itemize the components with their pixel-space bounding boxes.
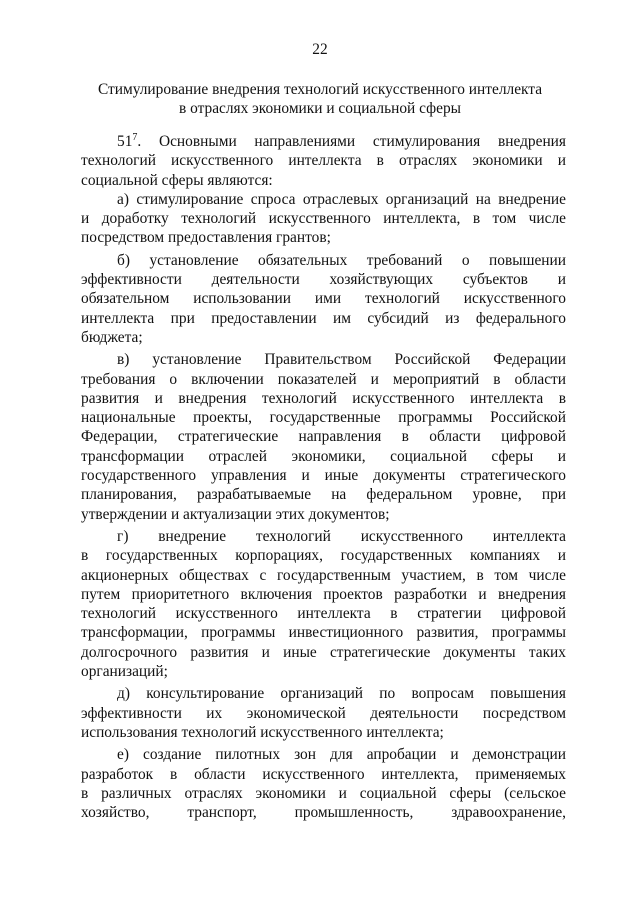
paragraph-line: бюджета; bbox=[81, 328, 143, 346]
paragraph-line: технологий искусственного интеллекта в отраслях экономики и bbox=[81, 152, 566, 170]
paragraph-line: развития и внедрения технологий искусственного интеллекта в bbox=[81, 389, 566, 407]
paragraph-line: и доработку технологий искусственного интеллекта, в том числе bbox=[81, 210, 566, 228]
paragraph-line: в государственных корпорациях, государственных компаниях и bbox=[81, 547, 566, 565]
paragraph-line: трансформации отраслей экономики, социальной сферы и bbox=[81, 447, 566, 465]
paragraph-line: д) консультирование организаций по вопросам повышения bbox=[117, 685, 566, 703]
page-number: 22 bbox=[312, 41, 328, 58]
paragraph-line: обязательном использовании ими технологий искусственного bbox=[81, 290, 566, 308]
paragraph-line: национальные проекты, государственные программы Российской bbox=[81, 409, 566, 427]
paragraph-line: интеллекта при предоставлении им субсидий из федерального bbox=[81, 309, 566, 327]
paragraph-line: эффективности их экономической деятельности посредством bbox=[81, 704, 566, 722]
paragraph-line: а) стимулирование спроса отраслевых организаций на внедрение bbox=[117, 190, 566, 208]
paragraph-line: путем приоритетного включения проектов разработки и внедрения bbox=[81, 585, 566, 603]
list-item-paragraph bbox=[81, 745, 566, 822]
paragraph-line: г) внедрение технологий искусственного интеллекта bbox=[117, 527, 566, 545]
section-title-line: в отраслях экономики и социальной сферы bbox=[179, 100, 461, 118]
paragraph-line: в) установление Правительством Российской Федерации bbox=[117, 351, 566, 369]
list-item-paragraph bbox=[81, 350, 566, 524]
paragraph-line: разработок в области искусственного интеллекта, применяемых bbox=[81, 765, 566, 783]
paragraph-line: трансформации, программы инвестиционного развития, программы bbox=[81, 624, 566, 642]
intro-paragraph bbox=[81, 132, 566, 190]
list-item-paragraph bbox=[81, 251, 566, 347]
document-body bbox=[81, 132, 566, 822]
paragraph-line: хозяйство, транспорт, промышленность, здравоохранение, bbox=[81, 804, 566, 822]
paragraph-line: Федерации, стратегические направления в области цифровой bbox=[81, 428, 566, 446]
clause-number-superscript: 7 bbox=[132, 132, 138, 143]
paragraph-line: акционерных обществах с государственным участием, в том числе bbox=[81, 566, 566, 584]
paragraph-line: утверждении и актуализации этих документов; bbox=[81, 505, 390, 523]
clause-number: 51 bbox=[117, 133, 133, 150]
paragraph-line: в различных отраслях экономики и социальной сферы (сельское bbox=[81, 784, 566, 802]
list-item-paragraph bbox=[81, 684, 566, 742]
section-title bbox=[60, 80, 580, 119]
paragraph-line: посредством предоставления грантов; bbox=[81, 229, 331, 247]
paragraph-line bbox=[81, 132, 566, 151]
paragraph-line: планирования, разрабатываемые на федеральном уровне, при bbox=[81, 486, 566, 504]
paragraph-line: государственного управления и иные документы стратегического bbox=[81, 467, 566, 485]
list-item-paragraph bbox=[81, 527, 566, 681]
paragraph-line: е) создание пилотных зон для апробации и демонстрации bbox=[117, 746, 566, 764]
paragraph-line: требования о включении показателей и мероприятий в области bbox=[81, 370, 566, 388]
section-title-line: Стимулирование внедрения технологий искусственного интеллекта bbox=[97, 81, 543, 98]
paragraph-line: организаций; bbox=[81, 663, 168, 681]
intro-first-line-text: . Основными направлениями стимулирования внедрения bbox=[137, 133, 566, 150]
list-item-paragraph bbox=[81, 190, 566, 248]
paragraph-line: долгосрочного развития и иные стратегические документы таких bbox=[81, 643, 566, 661]
paragraph-line: социальной сферы являются: bbox=[81, 171, 273, 189]
paragraph-line: технологий искусственного интеллекта в стратегии цифровой bbox=[81, 605, 566, 623]
paragraph-line: б) установление обязательных требований о повышении bbox=[117, 251, 566, 269]
paragraph-line: эффективности деятельности хозяйствующих субъектов и bbox=[81, 271, 566, 289]
paragraph-line: использования технологий искусственного интеллекта; bbox=[81, 723, 444, 741]
